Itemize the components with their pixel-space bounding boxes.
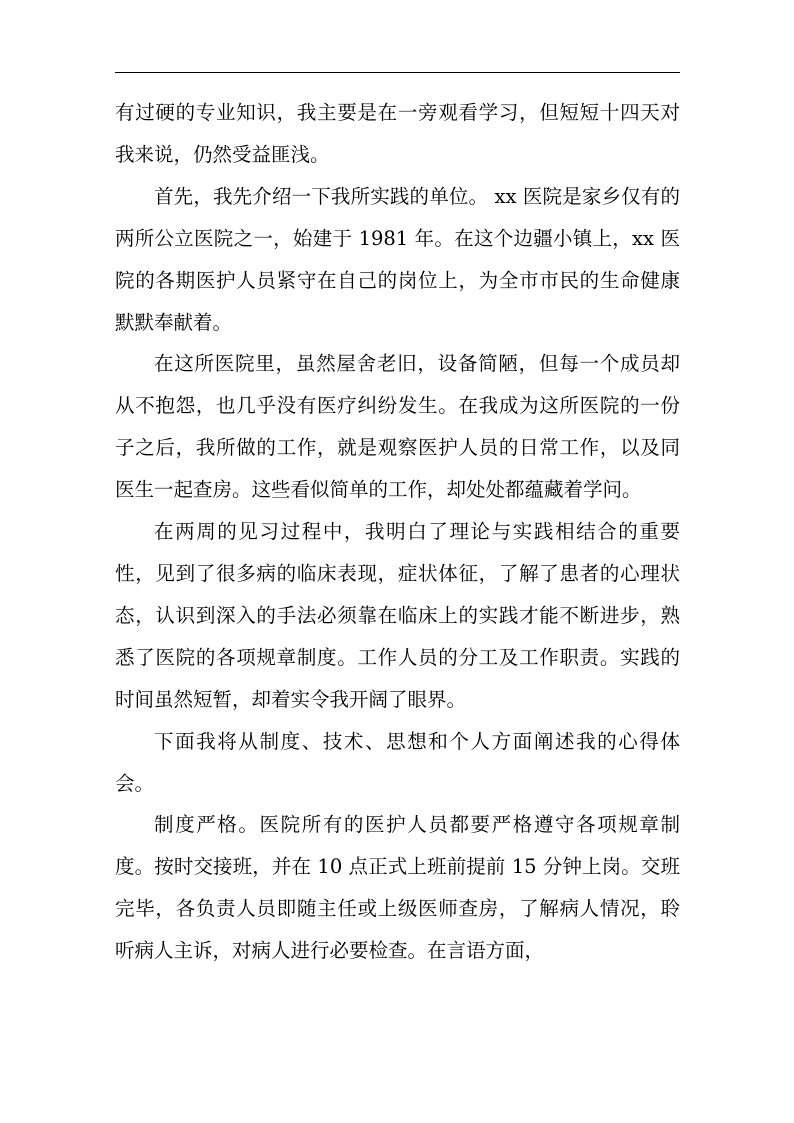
paragraph-unit-intro: 首先，我先介绍一下我所实践的单位。 xx 医院是家乡仅有的两所公立医院之一，始建于 1981 年。在这个边疆小镇上，xx 医院的各期医护人员紧守在自己的岗位上，为全市市民的生命健康默默奉献着。 — [115, 184, 680, 334]
paragraph-hospital-work: 在这所医院里，虽然屋舍老旧，设备简陋，但每一个成员却从不抱怨，也几乎没有医疗纠纷发生。在我成为这所医院的一份子之后，我所做的工作，就是观察医护人员的日常工作，以及同医生一起查房。这些看似简单的工作，却处处都蕴藏着学问。 — [115, 352, 680, 502]
header-rule — [115, 72, 680, 73]
paragraph-continuation: 有过硬的专业知识，我主要是在一旁观看学习，但短短十四天对我来说，仍然受益匪浅。 — [115, 101, 680, 166]
paragraph-internship-gains: 在两周的见习过程中，我明白了理论与实践相结合的重要性，见到了很多病的临床表现，症状体征，了解了患者的心理状态，认识到深入的手法必须靠在临床上的实践才能不断进步，熟悉了医院的各项规章制度。工作人员的分工及工作职责。实践的时间虽然短暂，却着实令我开阔了眼界。 — [115, 520, 680, 711]
document-body — [115, 92, 680, 972]
paragraph-strict-system: 制度严格。医院所有的医护人员都要严格遵守各项规章制度。按时交接班，并在 10 点正式上班前提前 15 分钟上岗。交班完毕，各负责人员即随主任或上级医师查房，了解病人情况，聆听病人主诉，对病人进行必要检查。在言语方面， — [115, 813, 680, 963]
paragraph-outline: 下面我将从制度、技术、思想和个人方面阐述我的心得体会。 — [115, 729, 680, 795]
